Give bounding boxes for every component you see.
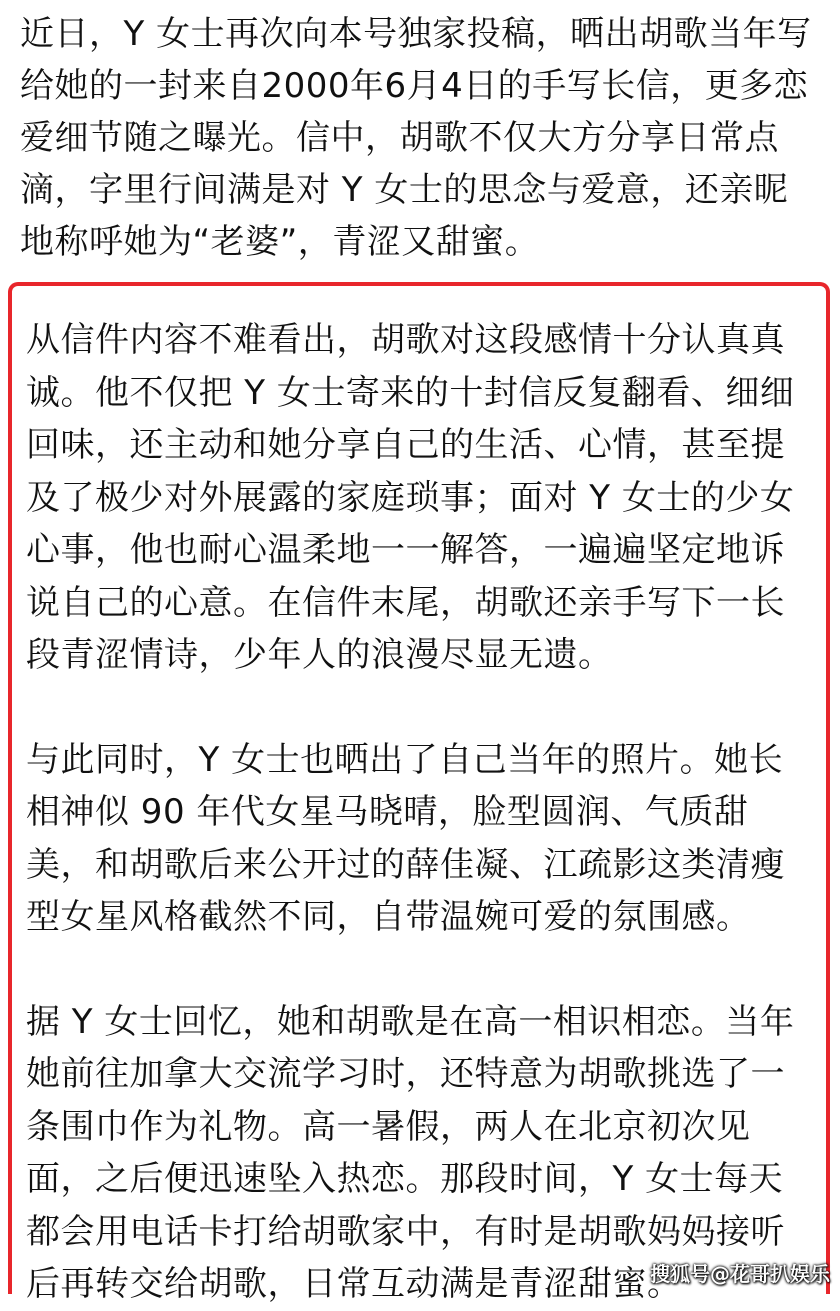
paragraph-memory: 据 Y 女士回忆，她和胡歌是在高一相识相恋。当年她前往加拿大交流学习时，还特意为胡歌挑选了一条围巾作为礼物。高一暑假，两人在北京初次见面，之后便迅速坠入热恋。那段时间，Y 女士每天都会用电话卡打给胡歌家中，有时是胡歌妈妈接听后再转交给胡歌，日常互动满是青涩甜蜜。 [26,1001,795,1304]
intro-paragraph: 近日，Y 女士再次向本号独家投稿，晒出胡歌当年写给她的一封来自2000年6月4日的手写长信，更多恋爱细节随之曝光。信中，胡歌不仅大方分享日常点滴，字里行间满是对 Y 女士的思念与爱意，还亲昵地称呼她为“老婆”，青涩又甜蜜。 [20,14,812,262]
watermark: 搜狐号@花哥扒娱乐 [650,1262,830,1286]
paragraph-letter-content: 从信件内容不难看出，胡歌对这段感情十分认真真诚。他不仅把 Y 女士寄来的十封信反复翻看、细细回味，还主动和她分享自己的生活、心情，甚至提及了极少对外展露的家庭琐事；面对 Y 女士的少女心事，他也耐心温柔地一一解答，一遍遍坚定地诉说自己的心意。在信件末尾，胡歌还亲手写下一长段青涩情诗，少年人的浪漫尽显无遗。 [26,320,795,675]
highlight-box [8,282,830,1304]
paragraph-photo: 与此同时，Y 女士也晒出了自己当年的照片。她长相神似 90 年代女星马晓晴，脸型圆润、气质甜美，和胡歌后来公开过的薛佳凝、江疏影这类清瘦型女星风格截然不同，自带温婉可爱的氛围感。 [26,739,785,937]
highlight-text [26,314,814,1311]
